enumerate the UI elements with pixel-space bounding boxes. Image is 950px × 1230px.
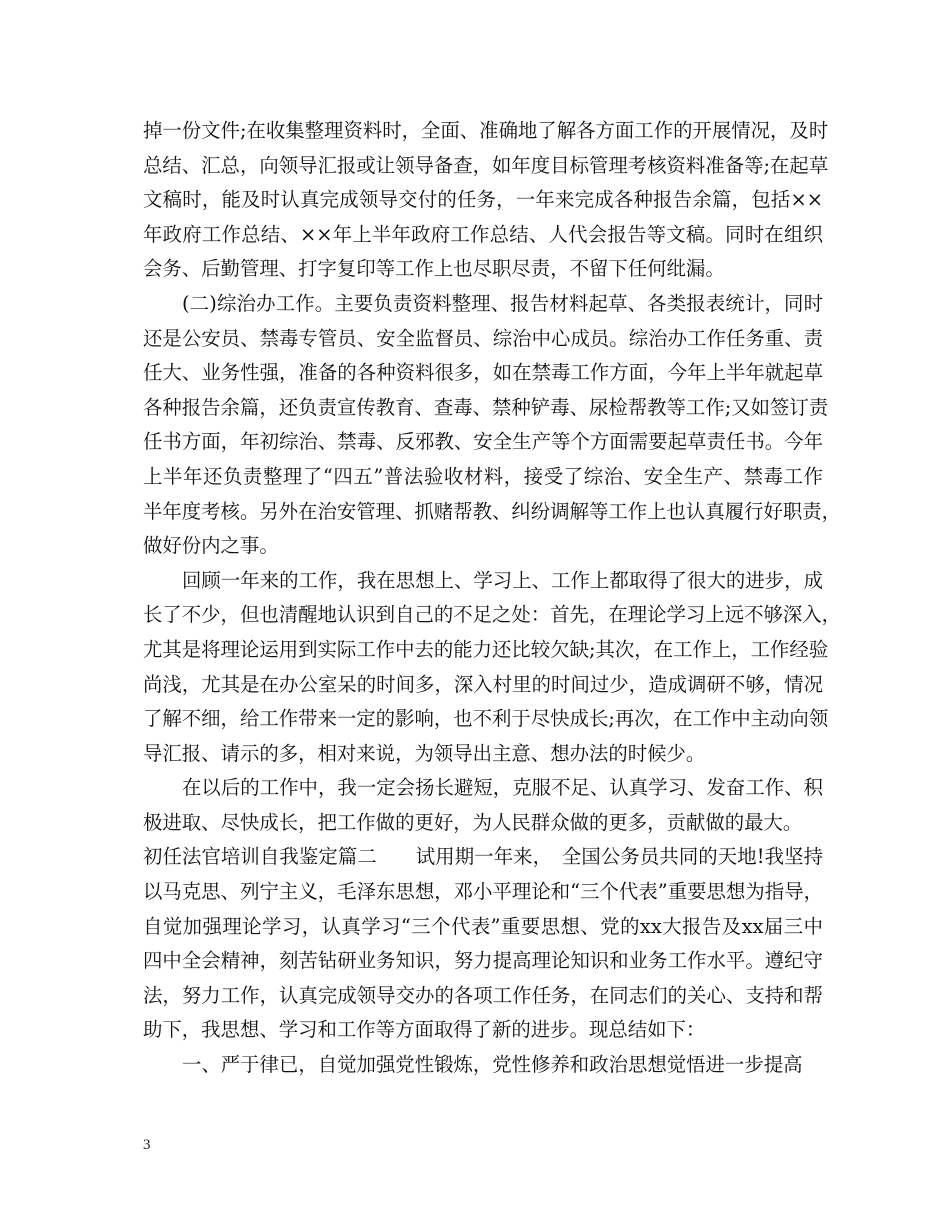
text-line: 极进取、尽快成长，把工作做的更好，为人民群众做的更多，贡献做的最大。 [143, 810, 803, 834]
text-line: 自觉加强理论学习，认真学习“三个代表”重要思想、党的xx大报告及xx届三中 [143, 914, 823, 938]
text-line: 以马克思、列宁主义，毛泽东思想，邓小平理论和“三个代表”重要思想为指导， [143, 880, 823, 904]
text-line: 长了不少，但也清醒地认识到自己的不足之处：首先，在理论学习上远不够深入， [143, 603, 842, 627]
body-text [143, 114, 842, 1083]
text-line: 尤其是将理论运用到实际工作中去的能力还比较欠缺;其次，在工作上，工作经验 [143, 637, 829, 661]
section-heading-line: 初任法官培训自我鉴定篇二 试用期一年来， 全国公务员共同的天地!我坚持 [143, 845, 823, 869]
text-line: 总结、汇总，向领导汇报或让领导备查，如年度目标管理考核资料准备等;在起草 [143, 153, 829, 177]
paragraph-start-line: (二)综治办工作。主要负责资料整理、报告材料起草、各类报表统计，同时 [182, 291, 823, 315]
text-line: 做好份内之事。 [143, 534, 279, 558]
paragraph-start-line: 回顾一年来的工作，我在思想上、学习上、工作上都取得了很大的进步，成 [182, 568, 823, 592]
text-line: 导汇报、请示的多，相对来说，为领导出主意、想办法的时候少。 [143, 741, 706, 765]
text-line: 四中全会精神，刻苦钻研业务知识，努力提高理论知识和业务工作水平。遵纪守 [143, 949, 823, 973]
text-line: 各种报告余篇，还负责宣传教育、查毒、禁种铲毒、尿检帮教等工作;又如签订责 [143, 395, 829, 419]
text-line: 任大、业务性强，准备的各种资料很多，如在禁毒工作方面，今年上半年就起草 [143, 361, 823, 385]
text-line: 助下，我思想、学习和工作等方面取得了新的进步。现总结如下： [143, 1018, 706, 1042]
subheading-line: 一、严于律已，自觉加强党性锻炼，党性修养和政治思想觉悟进一步提高 [182, 1053, 803, 1077]
text-line: 任书方面，年初综治、禁毒、反邪教、安全生产等个方面需要起草责任书。今年 [143, 430, 823, 454]
text-line: 尚浅，尤其是在办公室呆的时间多，深入村里的时间过少，造成调研不够，情况 [143, 672, 823, 696]
text-line: 法，努力工作，认真完成领导交办的各项工作任务，在同志们的关心、支持和帮 [143, 983, 823, 1007]
text-line: 上半年还负责整理了“四五”普法验收材料，接受了综治、安全生产、禁毒工作 [143, 464, 823, 488]
text-line: 文稿时，能及时认真完成领导交付的任务，一年来完成各种报告余篇，包括×× [143, 188, 823, 212]
text-line: 了解不细，给工作带来一定的影响，也不利于尽快成长;再次，在工作中主动向领 [143, 707, 829, 731]
paragraph-start-line: 在以后的工作中，我一定会扬长避短，克服不足、认真学习、发奋工作、积 [182, 776, 823, 800]
page-number: 3 [143, 1137, 151, 1153]
text-line: 会务、后勤管理、打字复印等工作上也尽职尽责，不留下任何纰漏。 [143, 257, 725, 281]
text-line: 掉一份文件;在收集整理资料时，全面、准确地了解各方面工作的开展情况，及时 [143, 119, 829, 142]
text-line: 年政府工作总结、××年上半年政府工作总结、人代会报告等文稿。同时在组织 [143, 222, 823, 246]
text-line: 半年度考核。另外在治安管理、抓赌帮教、纠纷调解等工作上也认真履行好职责， [143, 499, 842, 523]
text-line: 还是公安员、禁毒专管员、安全监督员、综治中心成员。综治办工作任务重、责 [143, 326, 823, 350]
